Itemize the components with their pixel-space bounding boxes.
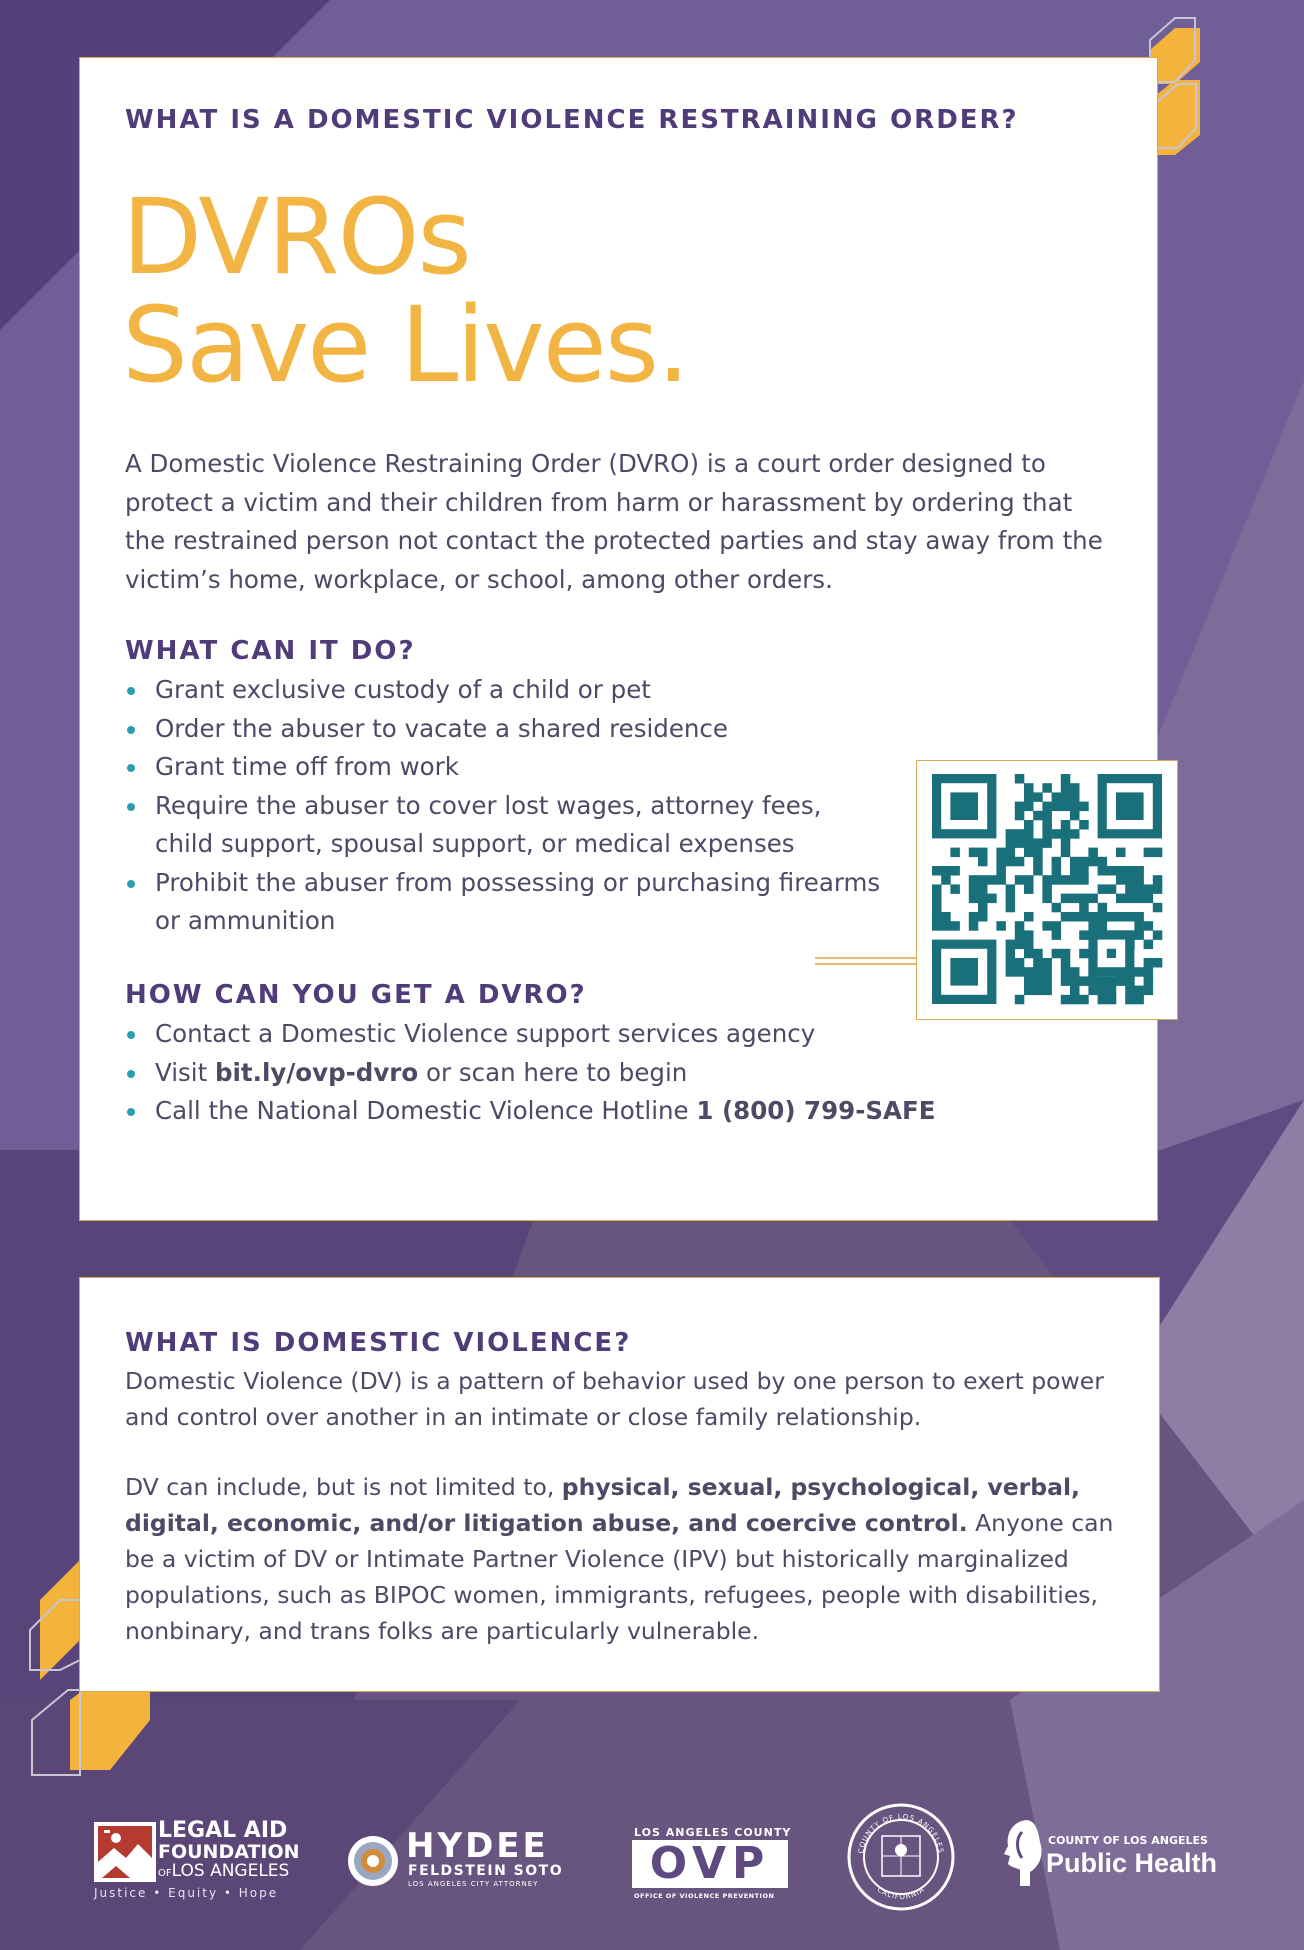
legal-aid-line2: FOUNDATION xyxy=(158,1841,300,1863)
headline-line-2: Save Lives. xyxy=(122,284,688,406)
list-item-text-cont: or ammunition xyxy=(155,906,336,935)
dv-text-post: Anyone can be a victim of DV or Intimate Partner Violence (IPV) but historically marginalized populations, such as BIPOC women, immigrants, refugees, people with disabilities, nonbinary, and trans folks are particularly vulnerable. xyxy=(125,1509,1114,1645)
public-health-logo xyxy=(1000,1800,1230,1910)
seal-bottom-text: CALIFORNIA xyxy=(875,1885,927,1902)
list-item xyxy=(125,864,880,941)
hydee-title: LOS ANGELES CITY ATTORNEY xyxy=(408,1880,539,1888)
list-item xyxy=(125,671,880,710)
ovp-mark-box xyxy=(632,1840,788,1888)
public-health-profile-icon xyxy=(1000,1818,1046,1888)
headline-line-1: DVROs xyxy=(122,176,470,298)
legal-aid-line1: LEGAL AID xyxy=(158,1818,288,1843)
list-item-text-cont: or scan here to begin xyxy=(418,1057,688,1087)
legal-aid-logo xyxy=(94,1800,304,1910)
heading-what-can-it-do: WHAT CAN IT DO? xyxy=(125,636,416,666)
heading-what-is-dv: WHAT IS DOMESTIC VIOLENCE? xyxy=(125,1328,632,1358)
ovp-logo xyxy=(632,1800,792,1910)
list-item xyxy=(125,748,880,787)
list-item-text: Prohibit the abuser from possessing or purchasing firearms xyxy=(155,867,881,897)
list-item-text: Grant exclusive custody of a child or pet xyxy=(155,675,651,704)
dv-description xyxy=(125,1363,1125,1649)
list-item xyxy=(125,1054,935,1093)
hydee-name: HYDEE xyxy=(406,1826,549,1866)
city-attorney-logo xyxy=(346,1800,566,1910)
public-health-name: Public Health xyxy=(1046,1848,1218,1878)
ovp-mark: OVP xyxy=(649,1838,771,1889)
county-seal-logo xyxy=(846,1800,956,1910)
seal-top-text: COUNTY OF LOS ANGELES xyxy=(857,1812,945,1855)
hotline-phone[interactable]: 1 (800) 799-SAFE xyxy=(696,1096,936,1125)
dv-abuse-types: physical, sexual, psychological, verbal, digital, economic, and/or litigation abuse, and coercive control. xyxy=(125,1473,1080,1537)
list-item-text-cont: child support, spousal support, or medical expenses xyxy=(155,829,795,858)
dv-paragraph-1: Domestic Violence (DV) is a pattern of behavior used by one person to exert power and control over another in an intimate or close family relationship. xyxy=(125,1367,1104,1431)
qr-code-icon xyxy=(917,761,1177,1019)
ovp-bottom-label: OFFICE OF VIOLENCE PREVENTION xyxy=(634,1892,775,1900)
partner-logos xyxy=(0,1800,1304,1920)
dv-text-pre: DV can include, but is not limited to, xyxy=(125,1473,562,1501)
legal-aid-line3 xyxy=(158,1862,289,1883)
county-seal-icon xyxy=(846,1802,956,1912)
hydee-surname: FELDSTEIN SOTO xyxy=(408,1863,564,1879)
legal-aid-tagline: Justice • Equity • Hope xyxy=(94,1886,279,1900)
dv-paragraph-2 xyxy=(125,1469,1125,1649)
legal-aid-emblem-icon xyxy=(94,1822,156,1882)
list-item xyxy=(125,1092,935,1131)
kicker-what-is-dvro: WHAT IS A DOMESTIC VIOLENCE RESTRAINING ORDER? xyxy=(125,105,1019,135)
qr-code[interactable] xyxy=(916,760,1178,1020)
legal-aid-la: LOS ANGELES xyxy=(171,1861,290,1881)
svg-text:CALIFORNIA xyxy=(876,1885,927,1901)
list-item xyxy=(125,710,880,749)
list-item xyxy=(125,1015,935,1054)
legal-aid-of: OF xyxy=(158,1868,172,1879)
intro-paragraph: A Domestic Violence Restraining Order (DVRO) is a court order designed to protect a victim and their children from harm or harassment by ordering that the restrained person not contact the protected parties and stay away from the victim’s home, workplace, or school, among other orders. xyxy=(125,449,1103,594)
can-do-list xyxy=(125,671,880,941)
list-item xyxy=(125,787,880,864)
list-item-text: Require the abuser to cover lost wages, attorney fees, xyxy=(155,790,822,820)
how-to-get-list xyxy=(125,1015,935,1131)
dvro-link[interactable]: bit.ly/ovp-dvro xyxy=(215,1057,419,1087)
list-item-text: Visit xyxy=(155,1057,215,1087)
headline xyxy=(122,176,688,406)
heading-how-to-get-dvro: HOW CAN YOU GET A DVRO? xyxy=(125,980,587,1010)
list-item-text: Order the abuser to vacate a shared residence xyxy=(155,713,728,743)
list-item-text: Contact a Domestic Violence support services agency xyxy=(155,1019,816,1048)
list-item-text: Grant time off from work xyxy=(155,752,459,781)
la-city-seal-icon xyxy=(346,1834,400,1888)
list-item-text: Call the National Domestic Violence Hotline xyxy=(155,1096,697,1125)
dvro-info-card xyxy=(79,57,1158,1221)
public-health-top: COUNTY OF LOS ANGELES xyxy=(1048,1834,1208,1847)
dv-info-card xyxy=(79,1277,1160,1692)
ovp-top-label: LOS ANGELES COUNTY xyxy=(634,1826,792,1839)
